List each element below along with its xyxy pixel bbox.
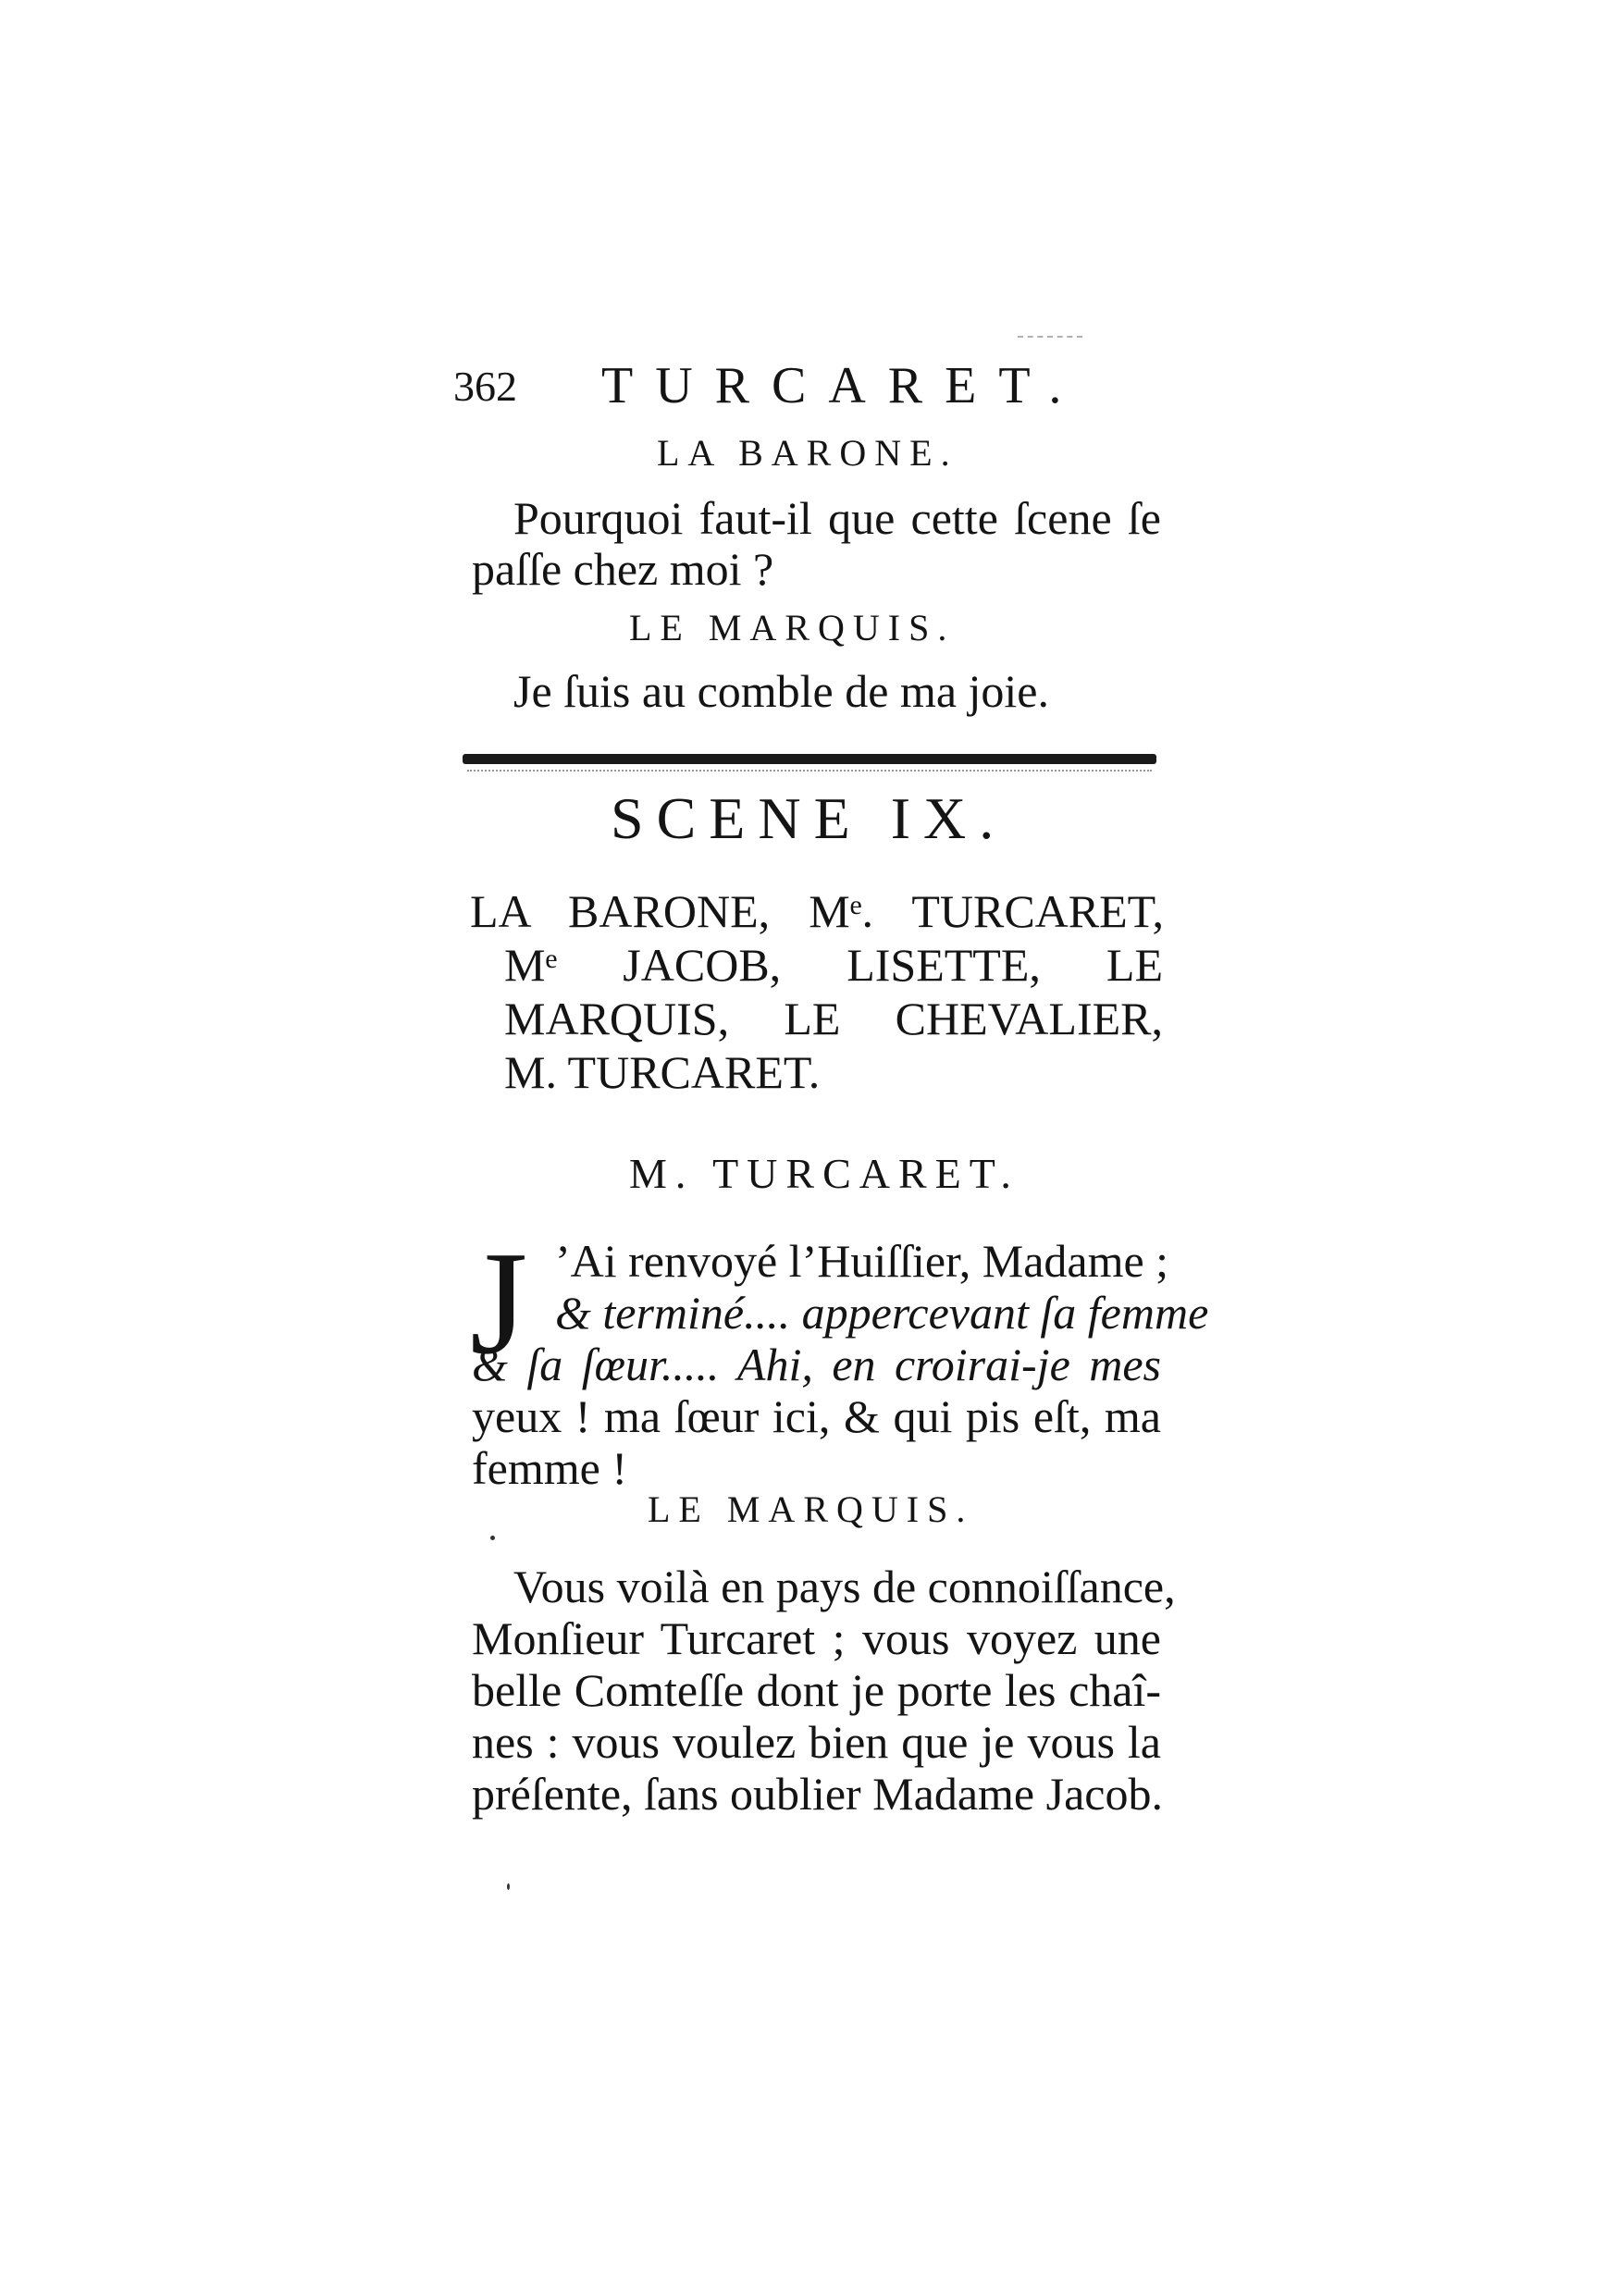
cast-line: M. TURCARET. xyxy=(504,1046,821,1098)
text-line: paſſe chez moi ? xyxy=(472,543,774,595)
running-title: TURCARET. xyxy=(601,357,1084,414)
speaker-le-marquis: LE MARQUIS. xyxy=(648,1488,974,1530)
print-mark xyxy=(1018,336,1082,338)
speaker-m-turcaret: M. TURCARET. xyxy=(629,1150,1020,1197)
text-line: Pourquoi faut-il que cette ſcene ſe xyxy=(513,492,1161,544)
text-line: femme ! xyxy=(472,1442,627,1494)
ink-speck xyxy=(507,1883,510,1890)
ink-speck xyxy=(490,1536,495,1540)
rule-ornament xyxy=(467,770,1152,772)
page-number: 362 xyxy=(453,363,517,410)
text-line: yeux ! ma ſœur ici, & qui pis eſt, ma xyxy=(472,1390,1161,1442)
running-head xyxy=(453,356,1175,421)
cast-line: LA BARONE, Mᵉ. TURCARET, xyxy=(470,885,1164,937)
speaker-le-marquis: LE MARQUIS. xyxy=(629,607,956,648)
text-line: nes : vous voulez bien que je vous la xyxy=(472,1716,1161,1768)
cast-line: MARQUIS, LE CHEVALIER, xyxy=(504,993,1163,1044)
cast-line: Mᵉ JACOB, LISETTE, LE xyxy=(504,939,1163,991)
text-line: préſente, ſans oublier Madame Jacob. xyxy=(472,1768,1163,1820)
text-line: & ſa ſœur..... Ahi, en croirai-je mes xyxy=(472,1339,1161,1390)
text-line: & terminé.... appercevant ſa femme xyxy=(555,1287,1209,1339)
text-line: belle Comteſſe dont je porte les chaî- xyxy=(472,1664,1161,1716)
scene-title: SCENE IX. xyxy=(611,785,1007,851)
text-line: Monſieur Turcaret ; vous voyez une xyxy=(472,1612,1161,1664)
text-line: Je ſuis au comble de ma joie. xyxy=(513,665,1050,717)
text-line: Vous voilà en pays de connoiſſance, xyxy=(513,1561,1176,1612)
speaker-la-barone: LA BARONE. xyxy=(657,432,958,474)
text-line: ’Ai renvoyé l’Huiſſier, Madame ; xyxy=(555,1235,1169,1287)
drop-cap: J xyxy=(470,1220,528,1385)
scene-divider-rule xyxy=(463,754,1156,764)
